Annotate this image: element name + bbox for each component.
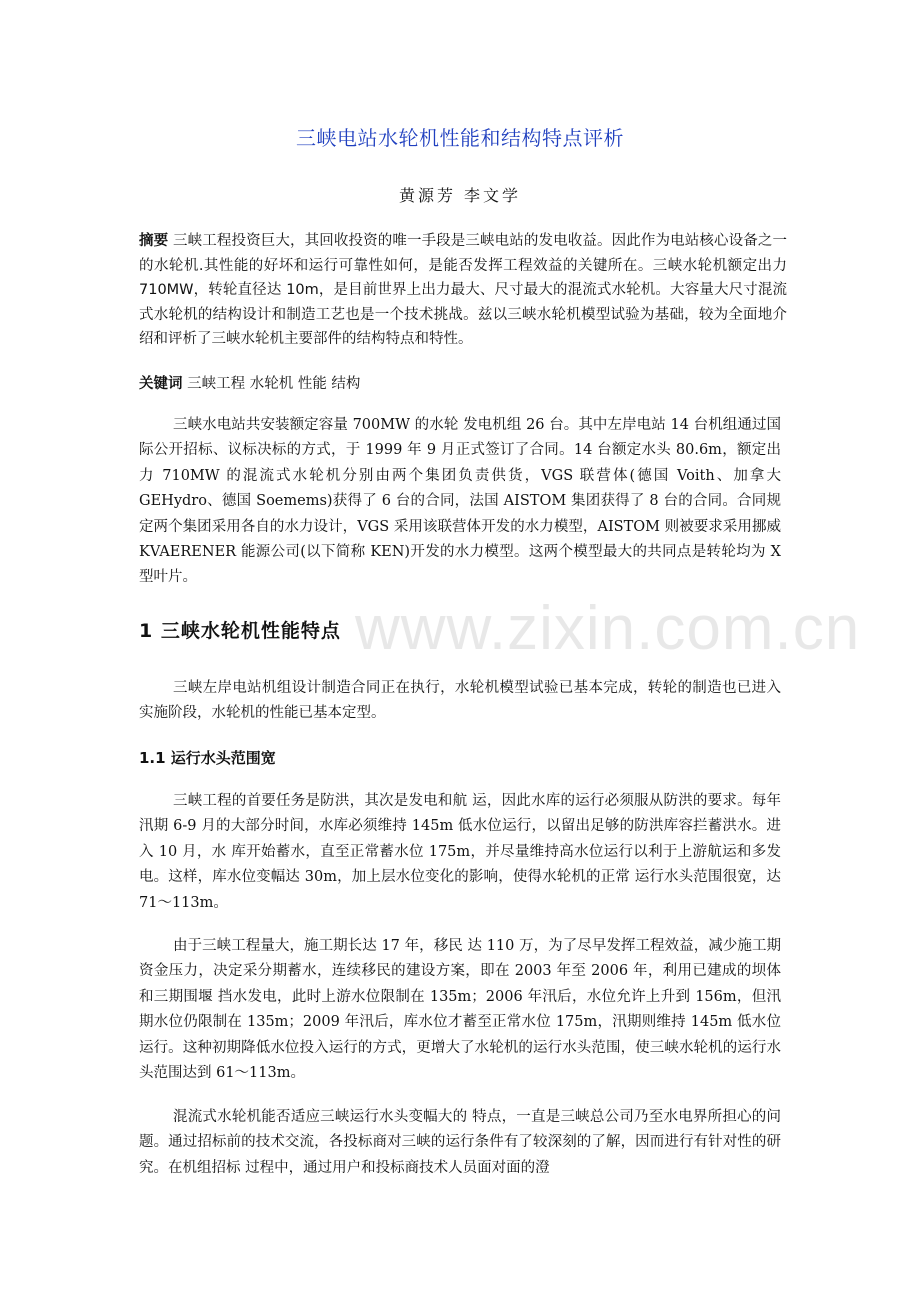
section-1-paragraph: 三峡左岸电站机组设计制造合同正在执行，水轮机模型试验已基本完成，转轮的制造也已进入实施阶段，水轮机的性能已基本定型。 <box>139 680 781 722</box>
abstract-label: 摘要 <box>139 233 169 249</box>
paragraph-construction-period: 由于三峡工程量大，施工期长达 17 年，移民 达 110 万，为了尽早发挥工程效益，减少施工期资金压力，决定采分期蓄水，连续移民的建设方案，即在 2003 年至 2006 年，利用已建成的坝体和三期围堰 挡水发电，此时上游水位限制在 135m；2006 年汛后，水位允许上升到 156m，但汛期水位仍限制在 135m；2009 年汛后，库水位才蓄至正常水位 175m，汛期则维持 145m 低水位运行。这种初期降低水位投入运行的方式，更增大了水轮机的运行水头范围，使三峡水轮机的运行水头范围达到 61～113m。 <box>139 938 781 1082</box>
abstract <box>139 229 787 352</box>
keywords <box>139 372 787 393</box>
keywords-label: 关键词 <box>139 376 183 392</box>
paragraph-flood-control: 三峡工程的首要任务是防洪，其次是发电和航 运，因此水库的运行必须服从防洪的要求。每年汛期 6-9 月的大部分时间，水库必须维持 145m 低水位运行，以留出足够的防洪库容拦蓄洪水。进入 10 月，水 库开始蓄水，直至正常蓄水位 175m，并尽量维持高水位运行以利于上游航运和多发电。这样，库水位变幅达 30m，加上层水位变化的影响，使得水轮机的正常 运行水头范围很宽，达 71～113m。 <box>139 793 781 911</box>
intro-paragraph: 三峡水电站共安装额定容量 700MW 的水轮 发电机组 26 台。其中左岸电站 14 台机组通过国际公开招标、议标决标的方式，于 1999 年 9 月正式签订了合同。14 台额定水头 80.6m，额定出力 710MW 的混流式水轮机分别由两个集团负责供货，VGS 联营体(德国 Voith、加拿大 GEHydro、德国 Soemems)获得了 6 台的合同，法国 AISTOM 集团获得了 8 台的合同。合同规定两个集团采用各自的水力设计，VGS 采用该联营体开发的水力模型，AISTOM 则被要求采用挪威 KVAERENER 能源公司(以下简称 KEN)开发的水力模型。这两个模型最大的共同点是转轮均为 X 型叶片。 <box>139 417 781 586</box>
paragraph-head-variation: 混流式水轮机能否适应三峡运行水头变幅大的 特点，一直是三峡总公司乃至水电界所担心的问题。通过招标前的技术交流，各投标商对三峡的运行条件有了较深刻的了解，因而进行有针对性的研究。在机组招标 过程中，通过用户和投标商技术人员面对面的澄 <box>139 1109 781 1176</box>
section-1-1-heading: 1.1 运行水头范围宽 <box>139 749 276 767</box>
keywords-text: 三峡工程 水轮机 性能 结构 <box>182 376 361 392</box>
section-1-heading: 1 三峡水轮机性能特点 <box>139 620 341 642</box>
authors: 黄源芳 李文学 <box>398 186 522 205</box>
watermark: www.zixin.com.cn <box>355 594 861 663</box>
abstract-text: 三峡工程投资巨大，其回收投资的唯一手段是三峡电站的发电收益。因此作为电站核心设备之一的水轮机.其性能的好坏和运行可靠性如何，是能否发挥工程效益的关键所在。三峡水轮机额定出力 710MW，转轮直径达 10m，是目前世界上出力最大、尺寸最大的混流式水轮机。大容量大尺寸混流式水轮机的结构设计和制造工艺也是一个技术挑战。兹以三峡水轮机模型试验为基础，较为全面地介绍和评析了三峡水轮机主要部件的结构特点和特性。 <box>139 233 788 348</box>
document-title: 三峡电站水轮机性能和结构特点评析 <box>296 126 624 150</box>
